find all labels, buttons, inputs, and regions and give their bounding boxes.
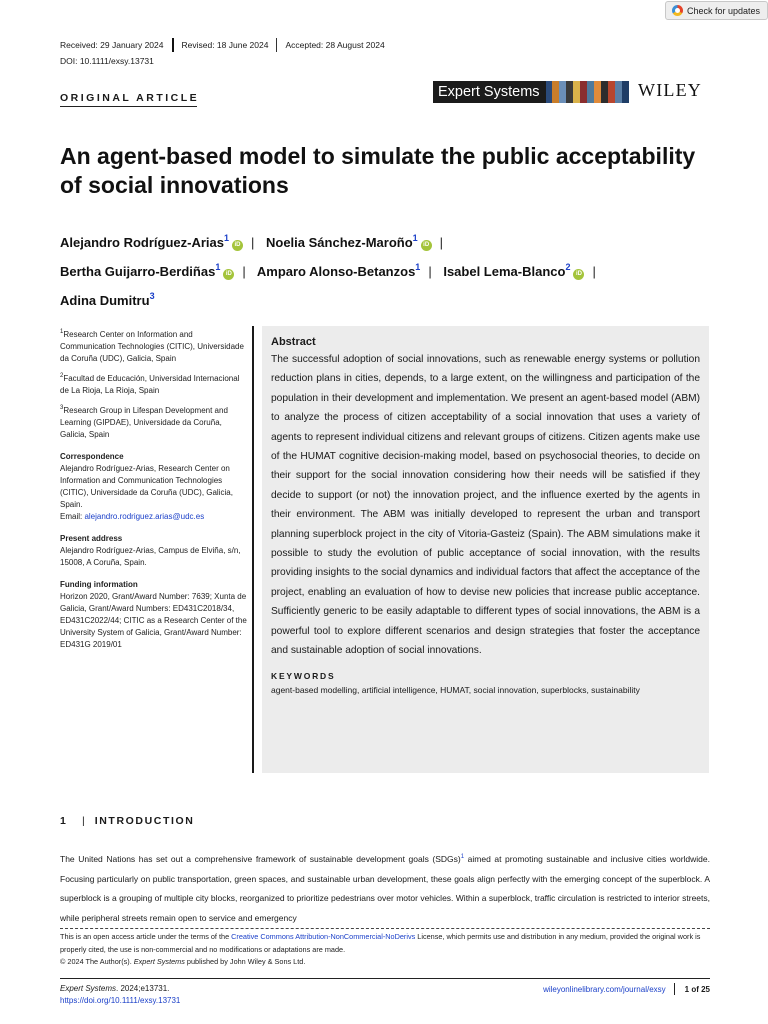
article-type: ORIGINAL ARTICLE	[60, 92, 200, 104]
section-heading	[60, 815, 194, 827]
correspondence-block	[60, 451, 248, 523]
footer-journal: Expert Systems	[60, 984, 117, 993]
abstract-heading: Abstract	[271, 336, 316, 348]
affiliation	[60, 370, 248, 397]
section-number: 1	[60, 815, 66, 827]
keywords-list: agent-based modelling, artificial intelligence, HUMAT, social innovation, superblocks, sustainability	[271, 684, 640, 695]
affiliation-mark: 1	[415, 262, 421, 272]
article-type-underline	[60, 106, 197, 107]
email-label: Email:	[60, 512, 85, 521]
license-text: License, which permits use and distribution in any medium, provided the original work is properly cited, the use is non-commercial and no modifications or adaptations are made.	[60, 932, 701, 954]
funding-heading: Funding information	[60, 580, 138, 589]
journal-logo[interactable]	[433, 81, 629, 103]
correspondence-email-link[interactable]: alejandro.rodriguez.arias@udc.es	[84, 512, 205, 521]
footnote-ref-link[interactable]: 1	[460, 854, 465, 860]
present-address-block	[60, 533, 248, 569]
footer-right	[543, 983, 710, 995]
author-separator: |	[592, 264, 596, 279]
journal-logo-mosaic	[546, 81, 629, 103]
publisher-logo[interactable]: WILEY	[638, 80, 702, 100]
affiliation-mark: 3	[149, 291, 155, 301]
revised-date: Revised: 18 June 2024	[181, 40, 269, 50]
article-dates	[60, 38, 393, 52]
section-separator: |	[82, 815, 85, 827]
orcid-icon[interactable]: iD	[421, 240, 432, 251]
introduction-paragraph	[60, 848, 710, 929]
article-sidebar	[60, 326, 248, 661]
license-text: This is an open access article under the terms of the	[60, 932, 232, 941]
journal-name: Expert Systems	[438, 84, 540, 100]
author-name[interactable]: Amparo Alonso-Betanzos	[256, 264, 416, 279]
correspondence-text: Alejandro Rodríguez-Arias, Research Center on Information and Communication Technologies (CITIC), Universidade da Coruña (UDC), Galicia, Spain.	[60, 464, 233, 509]
license-divider	[60, 928, 710, 929]
author-separator: |	[242, 264, 246, 279]
intro-text: The United Nations has set out a comprehensive framework of sustainable development goals (SDGs)	[60, 853, 461, 864]
abstract-rule	[252, 326, 254, 773]
author-separator: |	[250, 235, 255, 250]
footer-divider	[60, 978, 710, 979]
funding-block	[60, 579, 248, 651]
copyright-journal: Expert Systems	[133, 957, 185, 966]
affiliation	[60, 402, 248, 441]
intro-text: aimed at promoting sustainable and inclusive cities worldwide. Focusing particularly on public transportation, green spaces, and sustainable urban development, these goals align perfectly with the emerging concept of the superblock. A superblock is a grouping of multiple city blocks, reorganized to prioritize pedestrians over motor vehicles. Within a superblock, traffic circulation is restricted to interior streets, while peripheral streets remain open to service and emergency	[60, 853, 711, 923]
doi: DOI: 10.1111/exsy.13731	[60, 56, 154, 66]
affiliation-mark: 1	[412, 233, 418, 243]
orcid-icon[interactable]: iD	[573, 269, 584, 280]
check-for-updates-button[interactable]	[665, 1, 768, 20]
section-title: INTRODUCTION	[94, 815, 195, 827]
abstract-text: The successful adoption of social innovations, such as renewable energy systems or pollution reduction plans in cities, depends, to a large extent, on the willingness and participation of the population in their development and implementation. We present an agent-based model (ABM) to analyze the process of citizen acceptability of a social innovation that uses a variety of agents to represent individual citizens and relevant groups of citizens. Citizen agents make use of the HUMAT cognitive decision-making model, based on psychosocial theories, to decide on their support for the social innovation considering how their needs will be satisfied if they decide to support (or not) the innovation project, and the influence exerted by the agents in their environment. The ABM was initially developed to represent the urban and transport planning superblock project in the city of Vitoria-Gasteiz (Spain). The ABM simulations make it possible to study the evolution of public acceptance of social innovation, with the results providing insights to the social dynamics and individual factors that affect the acceptance of the project, enabling an evaluation of how to devise new policies that increase public acceptance. Sufficiently generic to be easily adaptable to different types of social innovations, the ABM is a powerful tool to explore different scenarios and design strategies that foster the acceptance and sustainable adoption of social innovations.	[271, 354, 700, 657]
license-notice	[60, 931, 710, 969]
affiliation-mark: 2	[565, 262, 571, 272]
author-name[interactable]: Adina Dumitru	[60, 293, 150, 308]
orcid-icon[interactable]: iD	[223, 269, 234, 280]
page-number: 1 of 25	[684, 984, 710, 994]
orcid-icon[interactable]: iD	[232, 240, 243, 251]
author-name[interactable]: Noelia Sánchez-Maroño	[266, 235, 413, 250]
affiliation	[60, 326, 248, 365]
present-address-heading: Present address	[60, 534, 123, 543]
footer-doi-link[interactable]: https://doi.org/10.1111/exsy.13731	[60, 996, 181, 1005]
license-link[interactable]: Creative Commons Attribution-NonCommercial-NoDerivs	[231, 932, 416, 941]
abstract-panel	[262, 326, 709, 773]
affiliation-mark: 1	[215, 262, 221, 272]
funding-text: Horizon 2020, Grant/Award Number: 7639; Xunta de Galicia, Grant/Award Numbers: ED431C2018/34, ED431C2022/44; CITIC as a Research Center of the University System of Galicia, Grant/Award Number: ED431G 2019/01	[60, 592, 247, 649]
present-address-text: Alejandro Rodríguez-Arias, Campus de Elviña, s/n, 15008, A Coruña, Spain.	[60, 546, 241, 567]
copyright-text: © 2024 The Author(s).	[60, 957, 134, 966]
copyright-text: published by John Wiley & Sons Ltd.	[184, 957, 306, 966]
journal-site-link[interactable]: wileyonlinelibrary.com/journal/exsy	[543, 984, 666, 994]
author-name[interactable]: Alejandro Rodríguez-Arias	[60, 235, 224, 250]
affiliation-number: 2	[60, 373, 64, 379]
affiliation-number: 1	[60, 329, 64, 335]
author-list	[60, 226, 720, 313]
article-title: An agent-based model to simulate the public acceptability of social innovations	[60, 143, 696, 198]
affiliations	[60, 326, 248, 441]
footer-citation	[60, 983, 180, 1007]
received-date: Received: 29 January 2024	[60, 40, 164, 50]
keywords-heading: KEYWORDS	[271, 670, 336, 681]
footer-citation-text: . 2024;e13731.	[116, 984, 170, 993]
affiliation-text: Research Group in Lifespan Development and Learning (GIPDAE), Universidade da Coruña, Galicia, Spain	[60, 406, 228, 439]
correspondence-heading: Correspondence	[60, 452, 124, 461]
check-for-updates-label: Check for updates	[687, 5, 761, 16]
footer-separator	[674, 983, 675, 995]
author-name[interactable]: Bertha Guijarro-Berdiñas	[60, 264, 216, 279]
affiliation-text: Research Center on Information and Communication Technologies (CITIC), Universidade da Coruña (UDC), Galicia, Spain	[60, 330, 244, 363]
affiliation-mark: 1	[223, 233, 229, 243]
affiliation-number: 3	[60, 405, 64, 411]
author-separator: |	[428, 264, 432, 279]
author-name[interactable]: Isabel Lema-Blanco	[443, 264, 566, 279]
accepted-date: Accepted: 28 August 2024	[285, 40, 385, 50]
author-separator: |	[439, 235, 444, 250]
affiliation-text: Facultad de Educación, Universidad Internacional de La Rioja, La Rioja, Spain	[60, 374, 240, 395]
crossmark-icon	[672, 5, 683, 16]
